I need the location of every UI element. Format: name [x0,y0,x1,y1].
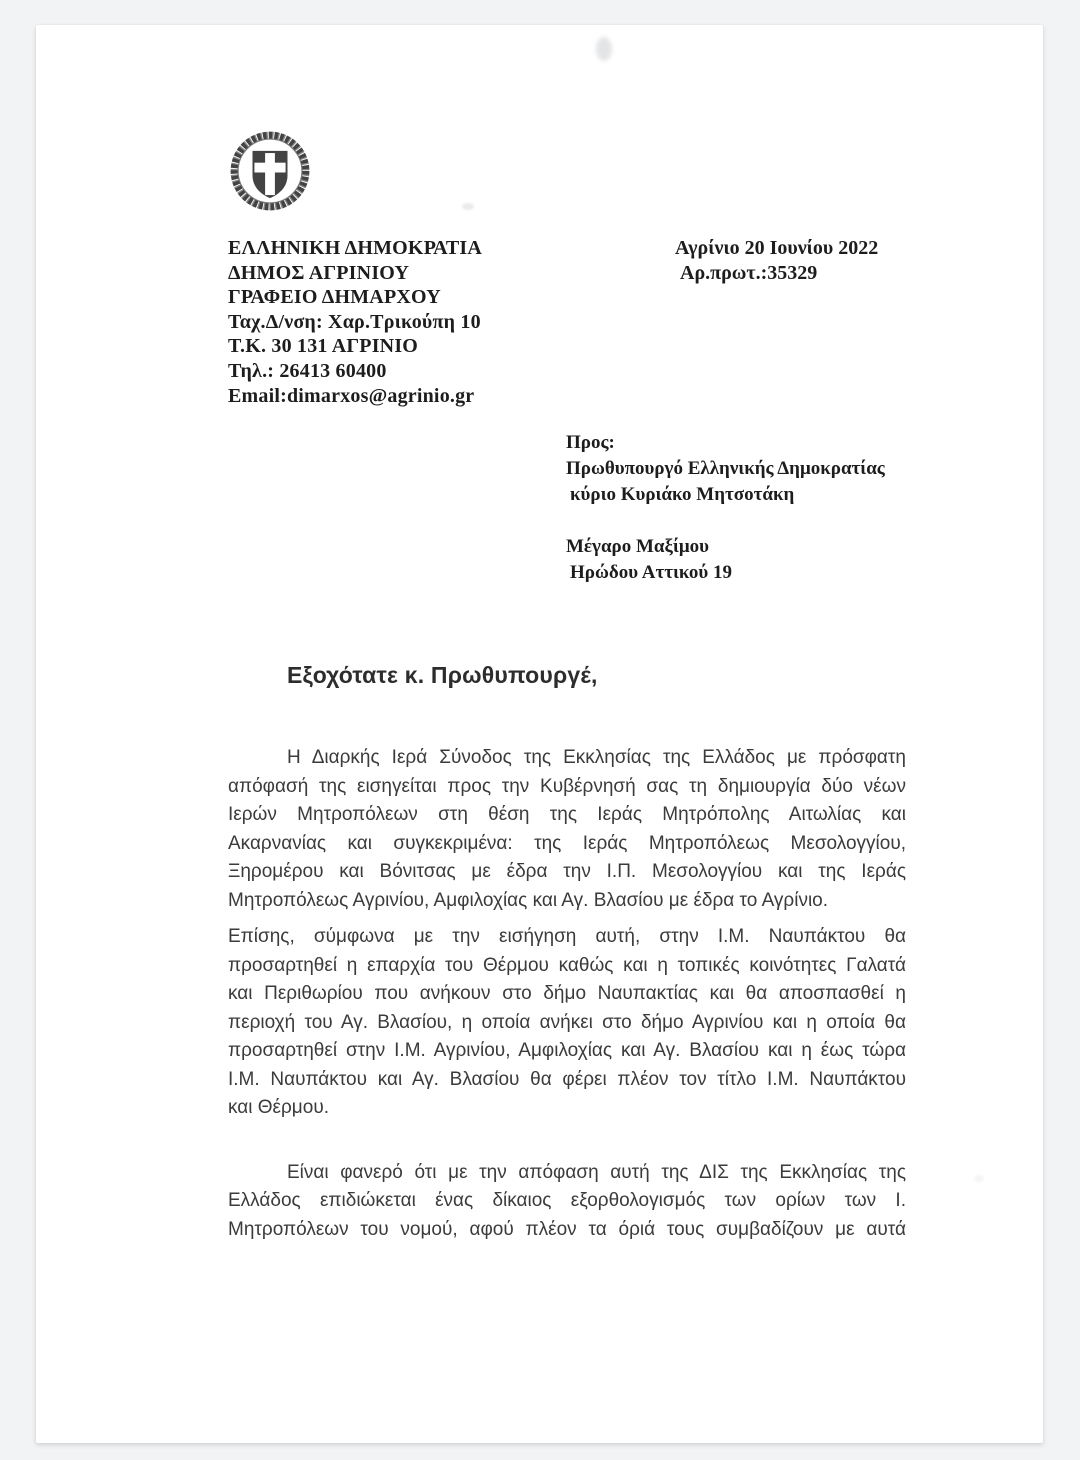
body-line: προσαρτηθεί στην Ι.Μ. Αγρινίου, Αμφιλοχίας και Αγ. Βλασίου και η έως τώρα [228,1040,906,1061]
text-line: κύριο Κυριάκο Μητσοτάκη [570,484,795,505]
body-line: Ιερών Μητροπόλεων στη θέση της Ιεράς Μητρόπολης Αιτωλίας και [228,804,906,825]
paragraph [228,744,906,915]
text-line: Ηρώδου Αττικού 19 [570,562,733,583]
letter-body [228,744,906,1244]
scan-artifact [596,37,612,61]
protocol-number: Αρ.πρωτ.:35329 [680,262,818,284]
text-line: ΓΡΑΦΕΙΟ ΔΗΜΑΡΧΟΥ [228,286,441,309]
body-line: Ελλάδος επιδιώκεται ένας δίκαιος εξορθολογισμός των ορίων των Ι. [228,1190,906,1211]
text-line: Ταχ.Δ/νση: Χαρ.Τρικούπη 10 [228,310,481,333]
paragraph [228,923,906,1123]
body-line: περιοχή του Αγ. Βλασίου, η οποία ανήκει στο δήμο Αγρινίου και η οποία θα [228,1011,906,1033]
body-line: και Περιθωρίου που ανήκουν στο δήμο Ναυπακτίας και θα αποσπασθεί η [228,983,906,1004]
body-line: Μητροπόλεων του νομού, αφού πλέον τα όριά τους συμβαδίζουν με αυτά [228,1218,906,1240]
text-line: Πρωθυπουργό Ελληνικής Δημοκρατίας [566,458,885,479]
body-line: Ξηρομέρου και Βόνιτσας με έδρα την Ι.Π. Μεσολογγίου και της Ιεράς [228,861,906,882]
body-line: Ι.Μ. Ναυπάκτου και Αγ. Βλασίου θα φέρει πλέον τον τίτλο Ι.Μ. Ναυπάκτου [228,1068,906,1090]
scan-artifact [974,1175,984,1182]
letter-page [36,25,1043,1443]
body-line: προσαρτηθεί η επαρχία του Θέρμου καθώς και η τοπικές κοινότητες Γαλατά [228,954,906,976]
greek-national-emblem-icon [226,129,314,213]
salutation: Εξοχότατε κ. Πρωθυπουργέ, [287,662,598,688]
recipient-address [566,534,885,586]
text-line: ΕΛΛΗΝΙΚΗ ΔΗΜΟΚΡΑΤΙΑ [228,237,483,259]
scan-artifact [462,203,474,210]
body-line: Μητροπόλεως Αγρινίου, Αμφιλοχίας και Αγ. Βλασίου με έδρα το Αγρίνιο. [228,889,829,911]
recipient-block [566,430,885,586]
body-line: Ακαρνανίας και συγκεκριμένα: της Ιεράς Μητροπόλεως Μεσολογγίου, [228,832,906,854]
date-protocol-block [675,236,878,286]
text-line: Email:dimarxos@agrinio.gr [228,384,475,407]
body-line: και Θέρμου. [228,1097,329,1118]
text-line: Τηλ.: 26413 60400 [228,359,387,382]
date-line: Αγρίνιο 20 Ιουνίου 2022 [675,237,879,259]
sender-letterhead [228,236,482,408]
recipient-names [566,456,885,508]
spacer [566,508,885,534]
text-line: Μέγαρο Μαξίμου [566,536,709,557]
recipient-label: Προς: [566,432,615,453]
body-line: Είναι φανερό ότι με την απόφαση αυτή της ΔΙΣ της Εκκλησίας της [287,1161,906,1183]
text-line: Τ.Κ. 30 131 ΑΓΡΙΝΙΟ [228,335,419,358]
paragraph [228,1159,906,1245]
body-line: Η Διαρκής Ιερά Σύνοδος της Εκκλησίας της Ελλάδος με πρόσφατη [287,747,906,768]
text-line: ΔΗΜΟΣ ΑΓΡΙΝΙΟΥ [228,261,410,284]
body-line: Επίσης, σύμφωνα με την εισήγηση αυτή, στην Ι.Μ. Ναυπάκτου θα [228,926,906,947]
body-line: απόφασή της εισηγείται προς την Κυβέρνησή σας τη δημιουργία δύο νέων [228,775,906,797]
